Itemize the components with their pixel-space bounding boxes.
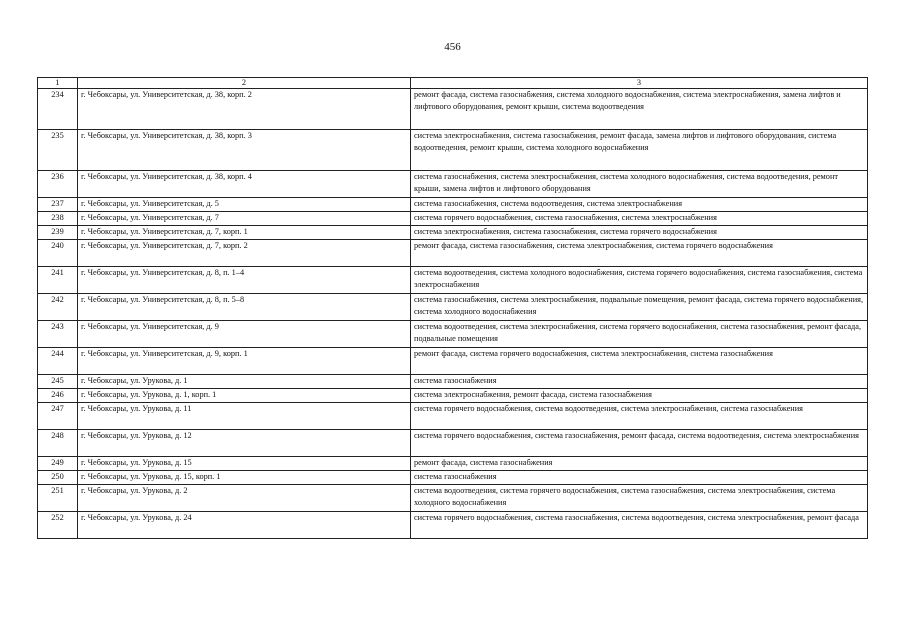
table-row <box>38 171 868 198</box>
row-number: 235 <box>38 130 78 171</box>
table-row <box>38 294 868 321</box>
row-address: г. Чебоксары, ул. Университетская, д. 38, корп. 4 <box>78 171 411 198</box>
row-address: г. Чебоксары, ул. Университетская, д. 38, корп. 3 <box>78 130 411 171</box>
row-address: г. Чебоксары, ул. Урукова, д. 1 <box>78 375 411 389</box>
row-address: г. Чебоксары, ул. Университетская, д. 8, п. 1–4 <box>78 267 411 294</box>
row-number: 250 <box>38 471 78 485</box>
row-works: система горячего водоснабжения, система газоснабжения, ремонт фасада, система водоотведения, система электроснабжения <box>411 430 868 457</box>
table-row <box>38 389 868 403</box>
column-header-number: 1 <box>38 78 78 89</box>
table-row <box>38 512 868 539</box>
row-address: г. Чебоксары, ул. Урукова, д. 2 <box>78 485 411 512</box>
row-address: г. Чебоксары, ул. Университетская, д. 7, корп. 2 <box>78 240 411 267</box>
row-works: система газоснабжения, система водоотведения, система электроснабжения <box>411 198 868 212</box>
row-address: г. Чебоксары, ул. Урукова, д. 11 <box>78 403 411 430</box>
row-number: 236 <box>38 171 78 198</box>
row-number: 241 <box>38 267 78 294</box>
row-number: 249 <box>38 457 78 471</box>
row-number: 252 <box>38 512 78 539</box>
row-address: г. Чебоксары, ул. Университетская, д. 7, корп. 1 <box>78 226 411 240</box>
row-works: система электроснабжения, система газоснабжения, система горячего водоснабжения <box>411 226 868 240</box>
row-number: 239 <box>38 226 78 240</box>
column-header-works: 3 <box>411 78 868 89</box>
row-number: 234 <box>38 89 78 130</box>
row-works: система газоснабжения <box>411 471 868 485</box>
row-address: г. Чебоксары, ул. Урукова, д. 12 <box>78 430 411 457</box>
table-row <box>38 198 868 212</box>
row-address: г. Чебоксары, ул. Университетская, д. 7 <box>78 212 411 226</box>
row-works: система водоотведения, система электроснабжения, система горячего водоснабжения, система газоснабжения, ремонт фасада, подвальные помещения <box>411 321 868 348</box>
row-address: г. Чебоксары, ул. Урукова, д. 1, корп. 1 <box>78 389 411 403</box>
table-row <box>38 403 868 430</box>
table-row <box>38 457 868 471</box>
row-address: г. Чебоксары, ул. Урукова, д. 15 <box>78 457 411 471</box>
row-address: г. Чебоксары, ул. Урукова, д. 15, корп. 1 <box>78 471 411 485</box>
table-row <box>38 130 868 171</box>
row-address: г. Чебоксары, ул. Университетская, д. 38, корп. 2 <box>78 89 411 130</box>
table-header <box>38 78 868 89</box>
row-address: г. Чебоксары, ул. Университетская, д. 8, п. 5–8 <box>78 294 411 321</box>
row-works: система электроснабжения, ремонт фасада, система газоснабжения <box>411 389 868 403</box>
table-row <box>38 348 868 375</box>
row-address: г. Чебоксары, ул. Университетская, д. 9 <box>78 321 411 348</box>
table-row <box>38 89 868 130</box>
row-works: ремонт фасада, система газоснабжения, система холодного водоснабжения, система электроснабжения, замена лифтов и лифтового оборудования, ремонт крыши, система водоотведения <box>411 89 868 130</box>
row-works: система горячего водоснабжения, система водоотведения, система электроснабжения, система газоснабжения <box>411 403 868 430</box>
row-number: 238 <box>38 212 78 226</box>
row-number: 246 <box>38 389 78 403</box>
row-works: система водоотведения, система холодного водоснабжения, система горячего водоснабжения, система газоснабжения, система электроснабжения <box>411 267 868 294</box>
row-works: система газоснабжения <box>411 375 868 389</box>
table-row <box>38 485 868 512</box>
page-number: 456 <box>444 41 461 53</box>
row-number: 251 <box>38 485 78 512</box>
row-number: 240 <box>38 240 78 267</box>
table-row <box>38 212 868 226</box>
row-works: ремонт фасада, система горячего водоснабжения, система электроснабжения, система газоснабжения <box>411 348 868 375</box>
row-works: система водоотведения, система горячего водоснабжения, система газоснабжения, система электроснабжения, система холодного водоснабжения <box>411 485 868 512</box>
table-row <box>38 430 868 457</box>
row-number: 245 <box>38 375 78 389</box>
table-row <box>38 375 868 389</box>
row-works: система газоснабжения, система электроснабжения, система холодного водоснабжения, система водоотведения, ремонт крыши, замена лифтов и лифтового оборудования <box>411 171 868 198</box>
row-works: система горячего водоснабжения, система газоснабжения, система водоотведения, система электроснабжения, ремонт фасада <box>411 512 868 539</box>
row-number: 243 <box>38 321 78 348</box>
table-row <box>38 321 868 348</box>
table-row <box>38 267 868 294</box>
row-number: 248 <box>38 430 78 457</box>
address-works-table <box>37 77 868 539</box>
column-header-address: 2 <box>78 78 411 89</box>
row-works: система газоснабжения, система электроснабжения, подвальные помещения, ремонт фасада, система горячего водоснабжения, система холодного водоснабжения <box>411 294 868 321</box>
table-row <box>38 226 868 240</box>
row-address: г. Чебоксары, ул. Урукова, д. 24 <box>78 512 411 539</box>
row-number: 242 <box>38 294 78 321</box>
row-works: система горячего водоснабжения, система газоснабжения, система электроснабжения <box>411 212 868 226</box>
row-number: 237 <box>38 198 78 212</box>
row-address: г. Чебоксары, ул. Университетская, д. 9, корп. 1 <box>78 348 411 375</box>
row-works: ремонт фасада, система газоснабжения <box>411 457 868 471</box>
row-works: система электроснабжения, система газоснабжения, ремонт фасада, замена лифтов и лифтового оборудования, система водоотведения, ремонт крыши, система холодного водоснабжения <box>411 130 868 171</box>
table-row <box>38 471 868 485</box>
row-works: ремонт фасада, система газоснабжения, система электроснабжения, система горячего водоснабжения <box>411 240 868 267</box>
table-row <box>38 240 868 267</box>
row-number: 247 <box>38 403 78 430</box>
row-address: г. Чебоксары, ул. Университетская, д. 5 <box>78 198 411 212</box>
row-number: 244 <box>38 348 78 375</box>
